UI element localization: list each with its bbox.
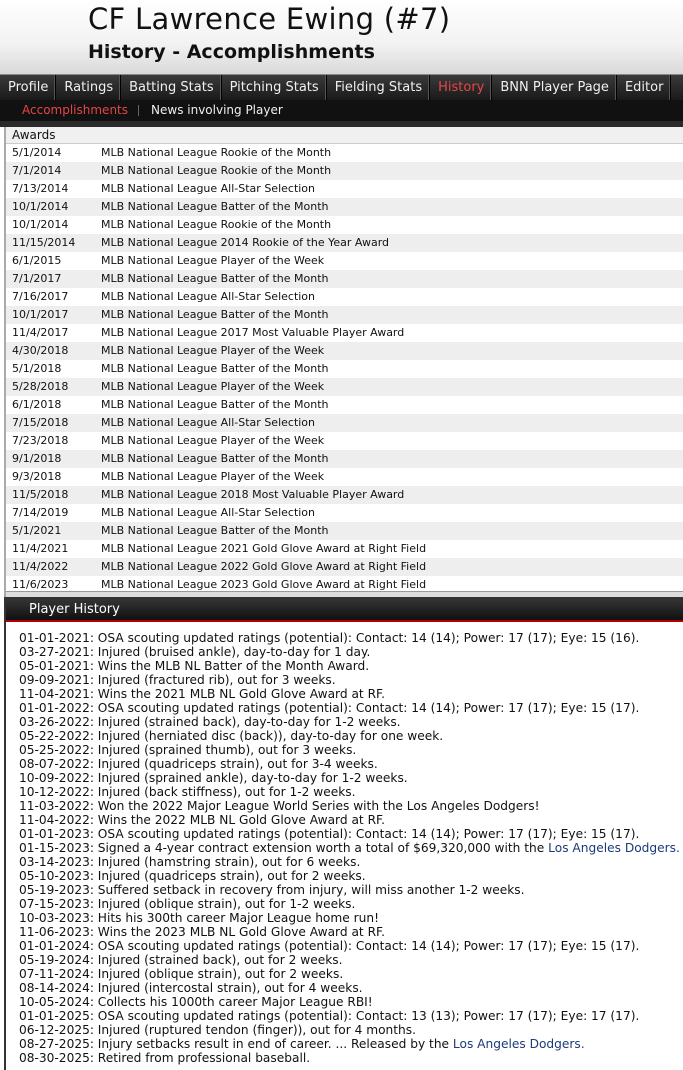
history-entry [6,939,683,953]
award-row [6,324,683,342]
history-entry-text: 03-14-2023: Injured (hamstring strain), out for 6 weeks. [19,855,361,869]
history-entry-text: 05-01-2021: Wins the MLB NL Batter of the Month Award. [19,659,370,673]
award-name: MLB National League Batter of the Month [101,362,329,375]
page-subtitle: History - Accomplishments [88,41,375,63]
award-date: 11/4/2022 [12,560,69,573]
award-date: 9/3/2018 [12,470,62,483]
history-entry [6,1009,683,1023]
player-history-lines [6,631,683,1065]
award-row [6,162,683,180]
award-date: 7/1/2014 [12,164,62,177]
history-entry-text: 11-04-2021: Wins the 2021 MLB NL Gold Glove Award at RF. [19,687,385,701]
history-entry-text: 01-01-2022: OSA scouting updated ratings (potential): Contact: 14 (14); Power: 17 (17); Eye: 15 (17). [19,701,640,715]
award-date: 10/1/2017 [12,308,69,321]
award-date: 6/1/2018 [12,398,62,411]
award-name: MLB National League Batter of the Month [101,308,329,321]
award-name: MLB National League 2022 Gold Glove Award at Right Field [101,560,427,573]
history-entry [6,659,683,673]
history-entry [6,1051,683,1065]
award-date: 7/14/2019 [12,506,69,519]
tab-fielding-stats[interactable]: Fielding Stats [327,75,430,101]
award-name: MLB National League Batter of the Month [101,272,329,285]
award-date: 5/1/2018 [12,362,62,375]
awards-table[interactable] [4,127,683,597]
history-entry [6,715,683,729]
history-entry [6,743,683,757]
award-date: 5/1/2014 [12,146,62,159]
history-entry [6,813,683,827]
history-entry [6,953,683,967]
history-entry [6,855,683,869]
history-entry-text: 01-01-2023: OSA scouting updated ratings (potential): Contact: 14 (14); Power: 17 (17); Eye: 15 (17). [19,827,640,841]
history-entry-text: 07-11-2024: Injured (oblique strain), out for 2 weeks. [19,967,344,981]
tab-profile[interactable]: Profile [0,75,56,101]
award-name: MLB National League 2023 Gold Glove Award at Right Field [101,578,427,591]
award-row [6,306,683,324]
history-entry [6,869,683,883]
subtab-news-involving-player[interactable]: News involving Player [151,103,283,117]
award-name: MLB National League 2021 Gold Glove Award at Right Field [101,542,427,555]
history-entry [6,967,683,981]
award-date: 7/1/2017 [12,272,62,285]
history-entry-text: 08-14-2024: Injured (intercostal strain), out for 4 weeks. [19,981,363,995]
history-entry-text: 10-05-2024: Collects his 1000th career Major League RBI! [19,995,373,1009]
history-entry-text: 08-27-2025: Injury setbacks result in end of career. ... Released by the [19,1037,453,1051]
award-date: 5/1/2021 [12,524,62,537]
history-entry-text: 10-03-2023: Hits his 300th career Major League home run! [19,911,379,925]
award-name: MLB National League Player of the Week [101,470,325,483]
award-row [6,288,683,306]
award-date: 6/1/2015 [12,254,62,267]
award-row [6,252,683,270]
award-name: MLB National League All-Star Selection [101,416,316,429]
tab-editor[interactable]: Editor [617,75,671,101]
main-tab-bar [0,74,683,100]
history-entry [6,701,683,715]
award-date: 5/28/2018 [12,380,69,393]
history-entry [6,1023,683,1037]
award-name: MLB National League Rookie of the Month [101,146,332,159]
awards-rows [6,144,683,594]
history-entry-text: 09-09-2021: Injured (fractured rib), out for 3 weeks. [19,673,336,687]
tab-pitching-stats[interactable]: Pitching Stats [222,75,327,101]
award-date: 10/1/2014 [12,218,69,231]
award-row [6,396,683,414]
history-entry [6,827,683,841]
history-entry [6,729,683,743]
award-row [6,468,683,486]
award-name: MLB National League Player of the Week [101,380,325,393]
award-name: MLB National League 2018 Most Valuable Player Award [101,488,405,501]
award-date: 4/30/2018 [12,344,69,357]
award-row [6,234,683,252]
history-entry [6,687,683,701]
history-entry [6,631,683,645]
history-entry [6,897,683,911]
history-entry [6,883,683,897]
tab-bnn-player-page[interactable]: BNN Player Page [492,75,617,101]
history-entry-text: 08-30-2025: Retired from professional baseball. [19,1051,311,1065]
award-row [6,450,683,468]
award-name: MLB National League Rookie of the Month [101,218,332,231]
award-row [6,216,683,234]
history-entry [6,925,683,939]
award-name: MLB National League Batter of the Month [101,524,329,537]
player-history-panel[interactable] [4,597,683,1070]
history-entry-text: 11-03-2022: Won the 2022 Major League World Series with the Los Angeles Dodgers! [19,799,540,813]
award-row [6,360,683,378]
award-name: MLB National League Batter of the Month [101,398,329,411]
page-title: CF Lawrence Ewing (#7) [88,2,451,36]
team-link[interactable]: Los Angeles Dodgers. [548,841,680,855]
history-entry-text: 06-12-2025: Injured (ruptured tendon (finger)), out for 4 months. [19,1023,416,1037]
history-entry-text: 07-15-2023: Injured (oblique strain), out for 1-2 weeks. [19,897,356,911]
award-row [6,144,683,162]
award-row [6,522,683,540]
history-entry [6,771,683,785]
history-entry [6,1037,683,1051]
award-name: MLB National League 2014 Rookie of the Year Award [101,236,390,249]
history-entry-text: 05-22-2022: Injured (herniated disc (back)), day-to-day for one week. [19,729,444,743]
history-entry-text: 01-15-2023: Signed a 4-year contract extension worth a total of $69,320,000 with the [19,841,549,855]
award-name: MLB National League Batter of the Month [101,452,329,465]
history-entry [6,995,683,1009]
history-entry-text: 05-25-2022: Injured (sprained thumb), out for 3 weeks. [19,743,357,757]
player-history-scroll[interactable] [6,624,683,1070]
award-name: MLB National League All-Star Selection [101,290,316,303]
award-row [6,342,683,360]
award-row [6,414,683,432]
award-name: MLB National League All-Star Selection [101,506,316,519]
award-name: MLB National League Player of the Week [101,254,325,267]
history-entry-text: 03-26-2022: Injured (strained back), day-to-day for 1-2 weeks. [19,715,401,729]
history-entry [6,911,683,925]
history-entry [6,673,683,687]
award-name: MLB National League Batter of the Month [101,200,329,213]
tab-history[interactable]: History [430,75,492,101]
award-row [6,198,683,216]
award-row [6,558,683,576]
history-entry [6,785,683,799]
award-row [6,504,683,522]
page-header [0,0,683,74]
award-name: MLB National League 2017 Most Valuable Player Award [101,326,405,339]
player-history-title: Player History [6,600,683,622]
team-link[interactable]: Los Angeles Dodgers. [452,1037,585,1051]
tab-batting-stats[interactable]: Batting Stats [121,75,222,101]
award-name: MLB National League Player of the Week [101,344,325,357]
history-entry-text: 08-07-2022: Injured (quadriceps strain), out for 3-4 weeks. [19,757,378,771]
subtab-accomplishments[interactable]: Accomplishments [22,103,129,117]
award-date: 7/15/2018 [12,416,69,429]
award-date: 9/1/2018 [12,452,62,465]
history-entry-text: 05-10-2023: Injured (quadriceps strain), out for 2 weeks. [19,869,366,883]
award-date: 7/13/2014 [12,182,69,195]
history-entry-text: 05-19-2024: Injured (strained back), out for 2 weeks. [19,953,343,967]
history-entry [6,841,683,855]
history-entry-text: 11-04-2022: Wins the 2022 MLB NL Gold Glove Award at RF. [19,813,385,827]
award-date: 11/4/2021 [12,542,69,555]
award-date: 11/15/2014 [12,236,76,249]
award-row [6,540,683,558]
award-date: 11/6/2023 [12,578,69,591]
award-date: 7/23/2018 [12,434,69,447]
sub-tab-bar [0,100,683,121]
award-date: 10/1/2014 [12,200,69,213]
history-entry-text: 01-01-2021: OSA scouting updated ratings (potential): Contact: 14 (14); Power: 17 (17); Eye: 15 (16). [19,631,640,645]
awards-header: Awards [6,127,683,144]
award-row [6,486,683,504]
award-row [6,378,683,396]
history-entry-text: 01-01-2024: OSA scouting updated ratings (potential): Contact: 14 (14); Power: 17 (17); Eye: 15 (17). [19,939,640,953]
history-entry-text: 10-09-2022: Injured (sprained ankle), day-to-day for 1-2 weeks. [19,771,408,785]
history-entry-text: 11-06-2023: Wins the 2023 MLB NL Gold Glove Award at RF. [19,925,385,939]
history-entry [6,981,683,995]
award-row [6,270,683,288]
history-entry [6,757,683,771]
history-entry [6,645,683,659]
award-row [6,432,683,450]
award-name: MLB National League All-Star Selection [101,182,316,195]
award-date: 7/16/2017 [12,290,69,303]
award-name: MLB National League Player of the Week [101,434,325,447]
award-row [6,180,683,198]
history-entry [6,799,683,813]
award-name: MLB National League Rookie of the Month [101,164,332,177]
history-entry-text: 03-27-2021: Injured (bruised ankle), day-to-day for 1 day. [19,645,371,659]
award-date: 11/5/2018 [12,488,69,501]
tab-ratings[interactable]: Ratings [56,75,121,101]
award-date: 11/4/2017 [12,326,69,339]
history-entry-text: 05-19-2023: Suffered setback in recovery from injury, will miss another 1-2 weeks. [19,883,525,897]
history-entry-text: 01-01-2025: OSA scouting updated ratings (potential): Contact: 13 (13); Power: 17 (17); Eye: 17 (17). [19,1009,640,1023]
history-entry-text: 10-12-2022: Injured (back stiffness), out for 1-2 weeks. [19,785,356,799]
